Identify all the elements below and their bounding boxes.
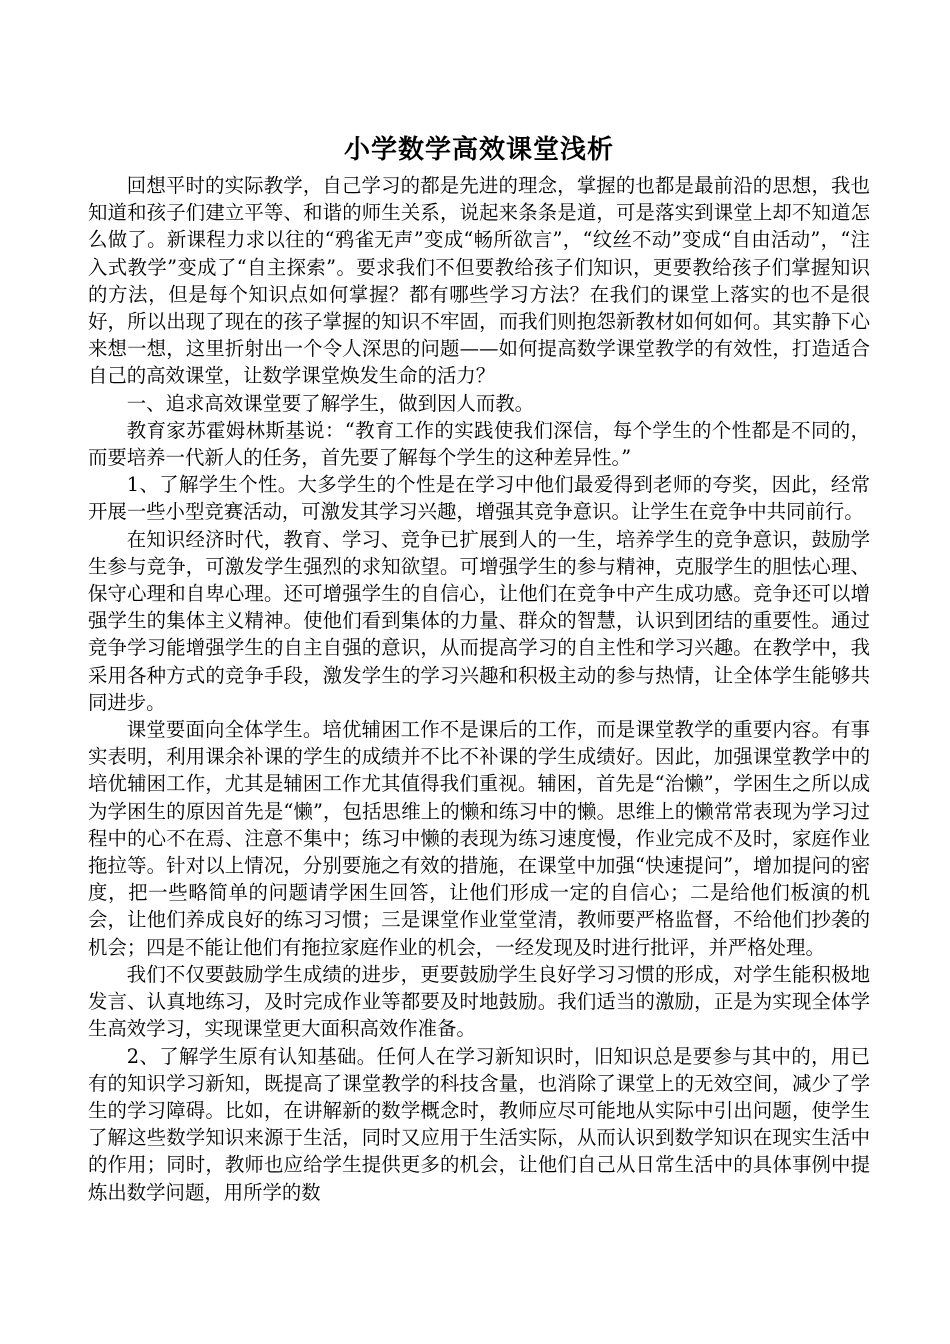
paragraph-point-1: 1、了解学生个性。大多学生的个性是在学习中他们最爱得到老师的夸奖，因此，经常开展一些小型竞赛活动，可激发其学习兴趣，增强其竞争意识。让学生在竞争中共同前行。 bbox=[88, 473, 870, 524]
paragraph-competition: 在知识经济时代，教育、学习、竞争已扩展到人的一生，培养学生的竞争意识，鼓励学生参与竞争，可激发学生强烈的求知欲望。可增强学生的参与精神，克服学生的胆怯心理、保守心理和自卑心理。还可增强学生的自信心，让他们在竞争中产生成功感。竞争还可以增强学生的集体主义精神。使他们看到集体的力量、群众的智慧，认识到团结的重要性。通过竞争学习能增强学生的自主自强的意识，从而提高学习的自主性和学习兴趣。在教学中，我采用各种方式的竞争手段，激发学生的学习兴趣和积极主动的参与热情，让全体学生能够共同进步。 bbox=[88, 527, 870, 714]
paragraph-point-2: 2、了解学生原有认知基础。任何人在学习新知识时，旧知识总是要参与其中的，用已有的知识学习新知，既提高了课堂教学的科技含量，也消除了课堂上的无效空间，减少了学生的学习障碍。比如，在讲解新的数学概念时，教师应尽可能地从实际中引出问题，使学生了解这些数学知识来源于生活，同时又应用于生活实际，从而认识到数学知识在现实生活中的作用；同时，教师也应给学生提供更多的机会，让他们自己从日常生活中的具体事例中提炼出数学问题，用所学的数 bbox=[88, 1044, 870, 1204]
paragraph-quote: 教育家苏霍姆林斯基说：“教育工作的实践使我们深信，每个学生的个性都是不同的，而要培养一代新人的任务，首先要了解每个学生的这种差异性。” bbox=[88, 418, 870, 470]
paragraph-section-heading: 一、追求高效课堂要了解学生，做到因人而教。 bbox=[126, 391, 534, 415]
paragraph-encouragement: 我们不仅要鼓励学生成绩的进步，更要鼓励学生良好学习习惯的形成，对学生能积极地发言、认真地练习，及时完成作业等都要及时地鼓励。我们适当的激励，正是为实现全体学生高效学习，实现课堂更大面积高效作准备。 bbox=[88, 962, 870, 1041]
document-title: 小学数学高效课堂浅析 bbox=[343, 135, 614, 165]
paragraph-all-students: 课堂要面向全体学生。培优辅困工作不是课后的工作，而是课堂教学的重要内容。有事实表明，利用课余补课的学生的成绩并不比不补课的学生成绩好。因此，加强课堂教学中的培优辅困工作，尤其是辅困工作尤其值得我们重视。辅困，首先是“治懒”，学困生之所以成为学困生的原因首先是“懒”，包括思维上的懒和练习中的懒。思维上的懒常常表现为学习过程中的心不在焉、注意不集中；练习中懒的表现为练习速度慢，作业完成不及时，家庭作业拖拉等。针对以上情况，分别要施之有效的措施，在课堂中加强“快速提问”，增加提问的密度，把一些略简单的问题请学困生回答，让他们形成一定的自信心；二是给他们板演的机会，让他们养成良好的练习习惯；三是课堂作业堂堂清，教师要严格监督，不给他们抄袭的机会；四是不能让他们有拖拉家庭作业的机会，一经发现及时进行批评，并严格处理。 bbox=[88, 718, 870, 959]
paragraph-intro: 回想平时的实际教学，自己学习的都是先进的理念，掌握的也都是最前沿的思想，我也知道和孩子们建立平等、和谐的师生关系，说起来条条是道，可是落实到课堂上却不知道怎么做了。新课程力求以往的“鸦雀无声”变成“畅所欲言”，“纹丝不动”变成“自由活动”，“注入式教学”变成了“自主探索”。要求我们不但要教给孩子们知识，更要教给孩子们掌握知识的方法，但是每个知识点如何掌握？都有哪些学习方法？在我们的课堂上落实的也不是很好，所以出现了现在的孩子掌握的知识不牢固，而我们则抱怨新教材如何如何。其实静下心来想一想，这里折射出一个令人深思的问题——如何提高数学课堂教学的有效性，打造适合自己的高效课堂，让数学课堂焕发生命的活力？ bbox=[88, 174, 870, 388]
document-page bbox=[88, 128, 870, 1206]
